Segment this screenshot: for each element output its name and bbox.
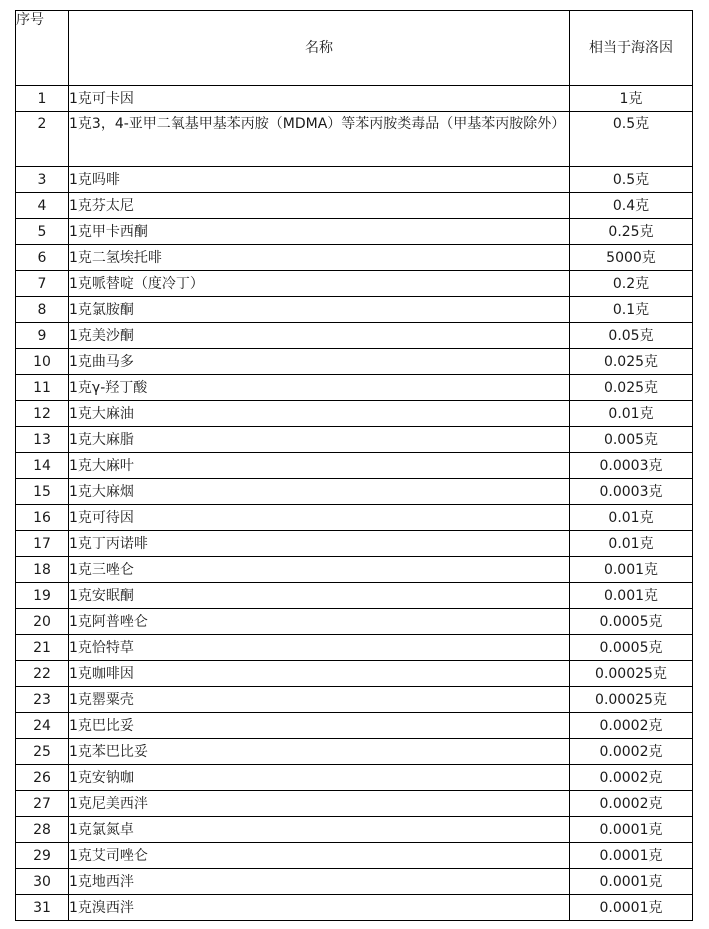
row-index: 11: [16, 375, 69, 401]
row-index: 7: [16, 271, 69, 297]
row-drug-name: 1克苯巴比妥: [69, 739, 570, 765]
row-heroin-equivalent: 0.0001克: [570, 817, 693, 843]
table-row: [16, 427, 693, 453]
table-body: [16, 86, 693, 921]
row-heroin-equivalent: 5000克: [570, 245, 693, 271]
row-index: 5: [16, 219, 69, 245]
row-index: 14: [16, 453, 69, 479]
table-row: [16, 739, 693, 765]
row-drug-name: 1克罂粟壳: [69, 687, 570, 713]
row-heroin-equivalent: 0.0001克: [570, 843, 693, 869]
row-index: 4: [16, 193, 69, 219]
table-row: [16, 635, 693, 661]
row-drug-name: 1克美沙酮: [69, 323, 570, 349]
row-heroin-equivalent: 0.0002克: [570, 739, 693, 765]
table-row: [16, 167, 693, 193]
row-drug-name: 1克丁丙诺啡: [69, 531, 570, 557]
row-index: 3: [16, 167, 69, 193]
row-drug-name: 1克恰特草: [69, 635, 570, 661]
row-drug-name: 1克三唑仑: [69, 557, 570, 583]
row-index: 18: [16, 557, 69, 583]
table-row: [16, 505, 693, 531]
table-row: [16, 869, 693, 895]
row-drug-name: 1克大麻脂: [69, 427, 570, 453]
row-drug-name: 1克艾司唑仑: [69, 843, 570, 869]
table-row: [16, 401, 693, 427]
row-drug-name: 1克γ-羟丁酸: [69, 375, 570, 401]
row-heroin-equivalent: 0.01克: [570, 531, 693, 557]
row-index: 8: [16, 297, 69, 323]
row-heroin-equivalent: 0.5克: [570, 112, 693, 167]
table-row: [16, 713, 693, 739]
table-row: [16, 193, 693, 219]
row-heroin-equivalent: 0.2克: [570, 271, 693, 297]
row-heroin-equivalent: 0.025克: [570, 349, 693, 375]
table-row: [16, 271, 693, 297]
drug-equivalence-table: [15, 10, 693, 921]
row-drug-name: 1克芬太尼: [69, 193, 570, 219]
row-heroin-equivalent: 1克: [570, 86, 693, 112]
row-drug-name: 1克大麻烟: [69, 479, 570, 505]
table-row: [16, 531, 693, 557]
row-drug-name: 1克地西泮: [69, 869, 570, 895]
row-drug-name: 1克哌替啶（度冷丁）: [69, 271, 570, 297]
row-drug-name: 1克安钠咖: [69, 765, 570, 791]
row-index: 27: [16, 791, 69, 817]
row-index: 22: [16, 661, 69, 687]
table-row: [16, 843, 693, 869]
row-index: 19: [16, 583, 69, 609]
header-index: 序号: [16, 11, 69, 86]
row-drug-name: 1克巴比妥: [69, 713, 570, 739]
table-row: [16, 219, 693, 245]
row-drug-name: 1克曲马多: [69, 349, 570, 375]
row-heroin-equivalent: 0.001克: [570, 557, 693, 583]
row-index: 15: [16, 479, 69, 505]
row-index: 9: [16, 323, 69, 349]
row-drug-name: 1克3，4-亚甲二氧基甲基苯丙胺（MDMA）等苯丙胺类毒品（甲基苯丙胺除外）: [69, 112, 570, 167]
row-heroin-equivalent: 0.0005克: [570, 635, 693, 661]
row-index: 29: [16, 843, 69, 869]
row-index: 20: [16, 609, 69, 635]
row-heroin-equivalent: 0.0001克: [570, 895, 693, 921]
table-row: [16, 791, 693, 817]
header-name: 名称: [69, 11, 570, 86]
row-drug-name: 1克大麻叶: [69, 453, 570, 479]
table-row: [16, 895, 693, 921]
row-drug-name: 1克二氢埃托啡: [69, 245, 570, 271]
row-heroin-equivalent: 0.00025克: [570, 687, 693, 713]
table-row: [16, 112, 693, 167]
header-heroin-equivalent: 相当于海洛因: [570, 11, 693, 86]
row-drug-name: 1克阿普唑仑: [69, 609, 570, 635]
table-row: [16, 765, 693, 791]
row-index: 1: [16, 86, 69, 112]
table-row: [16, 349, 693, 375]
row-heroin-equivalent: 0.0002克: [570, 765, 693, 791]
table-row: [16, 687, 693, 713]
row-heroin-equivalent: 0.025克: [570, 375, 693, 401]
row-heroin-equivalent: 0.00025克: [570, 661, 693, 687]
row-index: 16: [16, 505, 69, 531]
row-index: 10: [16, 349, 69, 375]
row-heroin-equivalent: 0.0002克: [570, 713, 693, 739]
table-row: [16, 86, 693, 112]
row-drug-name: 1克甲卡西酮: [69, 219, 570, 245]
row-index: 17: [16, 531, 69, 557]
row-index: 26: [16, 765, 69, 791]
row-heroin-equivalent: 0.0003克: [570, 479, 693, 505]
table-row: [16, 557, 693, 583]
table-row: [16, 609, 693, 635]
row-drug-name: 1克氯氮卓: [69, 817, 570, 843]
row-heroin-equivalent: 0.5克: [570, 167, 693, 193]
row-heroin-equivalent: 0.01克: [570, 505, 693, 531]
row-heroin-equivalent: 0.01克: [570, 401, 693, 427]
row-index: 31: [16, 895, 69, 921]
row-drug-name: 1克可待因: [69, 505, 570, 531]
table-header-row: [16, 11, 693, 86]
row-drug-name: 1克吗啡: [69, 167, 570, 193]
row-heroin-equivalent: 0.4克: [570, 193, 693, 219]
row-heroin-equivalent: 0.005克: [570, 427, 693, 453]
table-row: [16, 479, 693, 505]
row-heroin-equivalent: 0.05克: [570, 323, 693, 349]
row-drug-name: 1克可卡因: [69, 86, 570, 112]
row-index: 6: [16, 245, 69, 271]
row-drug-name: 1克大麻油: [69, 401, 570, 427]
table-row: [16, 245, 693, 271]
table-row: [16, 661, 693, 687]
row-heroin-equivalent: 0.0003克: [570, 453, 693, 479]
row-heroin-equivalent: 0.001克: [570, 583, 693, 609]
row-index: 23: [16, 687, 69, 713]
table-row: [16, 583, 693, 609]
row-index: 12: [16, 401, 69, 427]
table-row: [16, 375, 693, 401]
row-index: 21: [16, 635, 69, 661]
row-heroin-equivalent: 0.25克: [570, 219, 693, 245]
table-row: [16, 817, 693, 843]
row-drug-name: 1克尼美西泮: [69, 791, 570, 817]
row-drug-name: 1克溴西泮: [69, 895, 570, 921]
row-index: 25: [16, 739, 69, 765]
row-heroin-equivalent: 0.0005克: [570, 609, 693, 635]
table-row: [16, 297, 693, 323]
table-row: [16, 323, 693, 349]
row-index: 24: [16, 713, 69, 739]
row-drug-name: 1克咖啡因: [69, 661, 570, 687]
row-index: 28: [16, 817, 69, 843]
row-drug-name: 1克安眠酮: [69, 583, 570, 609]
row-index: 2: [16, 112, 69, 167]
table-row: [16, 453, 693, 479]
row-index: 30: [16, 869, 69, 895]
row-heroin-equivalent: 0.0001克: [570, 869, 693, 895]
row-index: 13: [16, 427, 69, 453]
row-heroin-equivalent: 0.0002克: [570, 791, 693, 817]
row-drug-name: 1克氯胺酮: [69, 297, 570, 323]
row-heroin-equivalent: 0.1克: [570, 297, 693, 323]
